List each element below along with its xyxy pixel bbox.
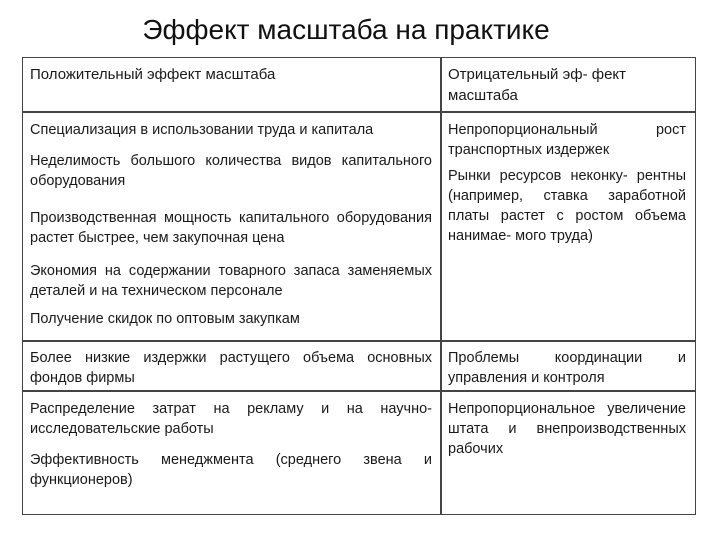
positive-item-inventory: Экономия на содержании товарного запаса заменяемых деталей и на техническом персонале — [30, 263, 432, 299]
row-divider-2 — [23, 390, 695, 392]
column-divider — [440, 58, 442, 514]
positive-item-management: Эффективность менеджмента (среднего звена и функционеров) — [30, 452, 432, 488]
slide-title: Эффект масштаба на практике — [142, 14, 550, 45]
negative-item-staff: Непропорциональное увеличение штата и внепроизводственных рабочих — [448, 401, 686, 457]
header-negative: Отрицательный эф- фект масштаба — [448, 66, 627, 104]
positive-item-capacity: Производственная мощность капитального оборудования растет быстрее, чем закупочная цена — [30, 210, 432, 246]
negative-item-coordination: Проблемы координации и управления и контроля — [448, 350, 686, 386]
negative-item-transport: Непропорциональный рост транспортных издержек — [448, 122, 686, 158]
positive-item-discounts: Получение скидок по оптовым закупкам — [30, 311, 300, 327]
comparison-table — [22, 57, 696, 515]
row-divider-1 — [23, 340, 695, 342]
positive-item-indivisibility: Неделимость большого количества видов капитального оборудования — [30, 153, 432, 189]
positive-item-advertising: Распределение затрат на рекламу и на научно-исследовательские работы — [30, 401, 432, 437]
header-positive: Положительный эффект масштаба — [30, 66, 276, 83]
negative-item-resource-markets: Рынки ресурсов неконку- рентны (например, ставка заработной платы растет с ростом объема нанимае- мого труда) — [448, 168, 686, 244]
positive-item-fixed-assets: Более низкие издержки растущего объема основных фондов фирмы — [30, 350, 432, 386]
header-divider — [23, 111, 695, 113]
positive-item-specialization: Специализация в использовании труда и капитала — [30, 122, 374, 138]
